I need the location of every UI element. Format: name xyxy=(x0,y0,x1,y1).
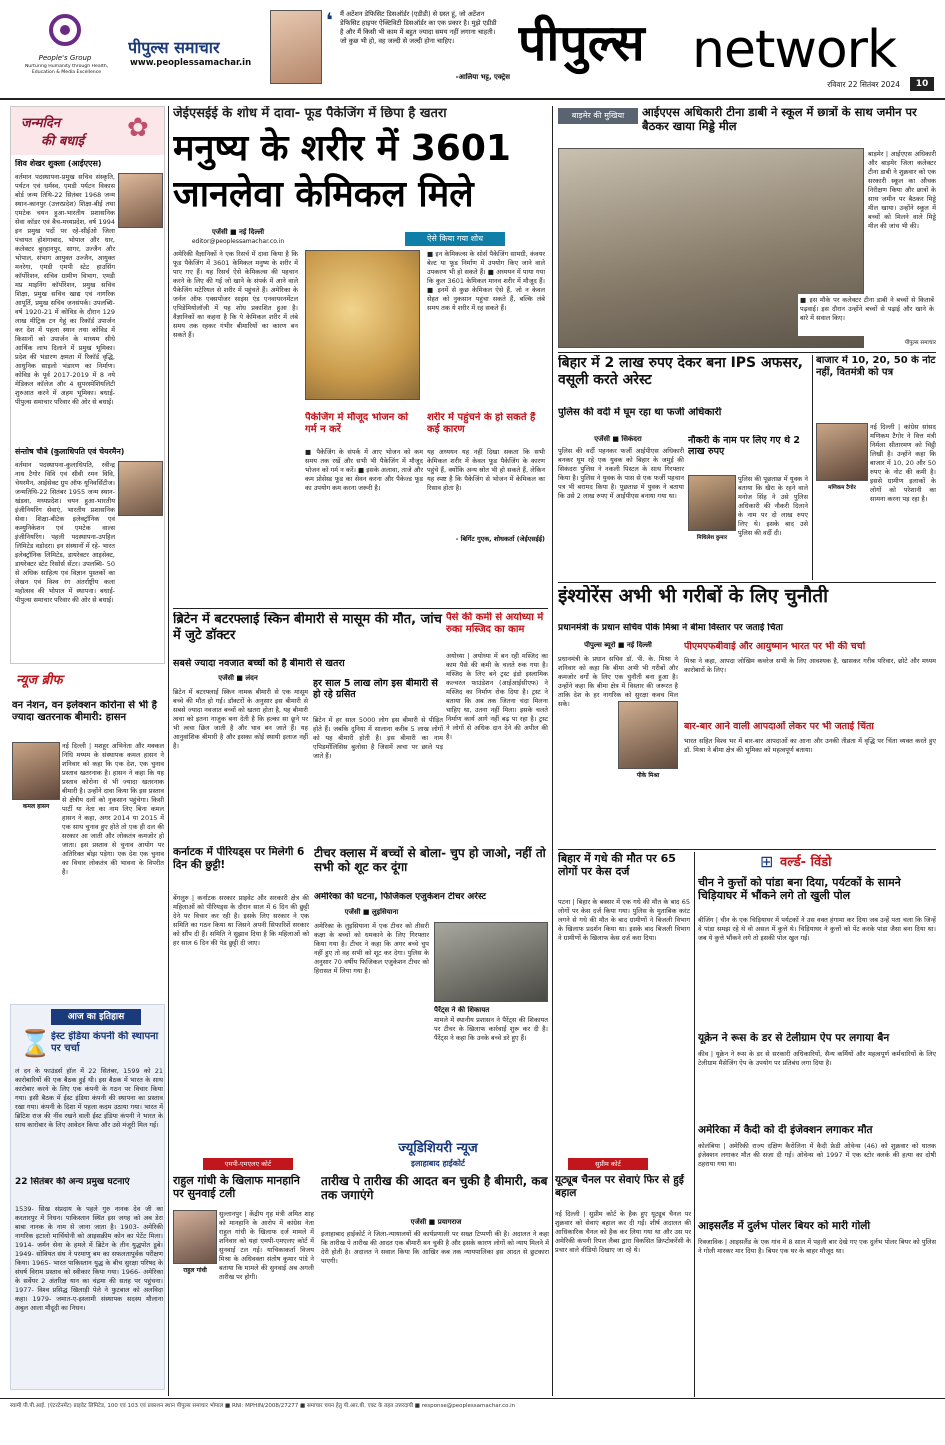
lead-email[interactable]: editor@peoplessamachar.co.in xyxy=(191,238,285,245)
birthday-label-bottom: की बधाई xyxy=(41,134,85,149)
world-label: वर्ल्ड- विंडो xyxy=(780,855,832,870)
birthday-person1-text: वर्तमान पदस्थापना-प्रमुख सचिव संस्कृति, पर्यटन एवं धर्मस्व, एमडी पर्यटन विकास बोर्ड जन्म तिथि-22 सितंबर 1968 जन्म स्थान-कानपुर (उत्तरप्रदेश) शिक्षा-बीई तथा एमटेक चयन हुआ-भारतीय प्रशासनिक सेवा कॉडर एवं बैच-मध्यप्रदेश, वर्ष 1994 इन प्रमुख पदों पर रहे-सीईओ जिला पंचायत होशंगाबाद, भोपाल और धार, कलेक्टर बुरहानपुर, सागर, उज्जैन और भोपाल, संभाग आयुक्त उज्जैन, आयुक्त मनरेगा, एमडी एमपी स्टेट हाउसिंग कॉर्पोरेशन, सचिव ग्रामीण विभाग, एमडी मप्र माइनिंग कॉर्पोरेशन, प्रमुख सचिव शिक्षा, प्रमुख सचिव खाद्य एवं नागरिक आपूर्ति, प्रमुख सचिव जनसंपर्क। उपलब्धि-वर्ष 1920-21 में कोविड के दौरान 129 लाख मीट्रिक टन गेहूं का रिकॉर्ड उपार्जन कर देश में पहला स्थान तथा कोविड में किसानों को उपार्जन के माध्यम सीधे आर्थिक लाभ दिलाने में प्रमुख भूमिका। प्रदेश की भंडारण क्षमता में रिकॉर्ड वृद्धि, आधुनिक साइलो भंडारण का निर्माण। कोविड के पूर्व 2017-2019 में 8 नये मेडिकल कॉलेज और 4 सुपरस्पेशियलिटी शुरुआत करने में अहम भूमिका। बधाई-पीपुल्स समाचार परिवार की ओर से बधाई। xyxy=(15,173,115,406)
rahul-caption: राहुल गांधी xyxy=(183,1267,207,1274)
lead-story xyxy=(173,104,548,609)
teacher-photo xyxy=(434,922,548,1002)
butterfly-text: ब्रिटेन में बटरफ्लाई स्किन नामक बीमारी से एक मासूम बच्चे की मौत हो गई। डॉक्टरों के अनुसार इस बीमारी से सबसे ज्यादा नवजात बच्चों को खतरा होता है, यह बीमारी त्वचा को इतना नाजुक बना देती है कि हल्का सा छूने पर भी त्वचा छिल जाती है और घाव बन जाते हैं। यह आनुवांशिक बीमारी है और इसका कोई स्थायी इलाज नहीं है। xyxy=(173,688,308,750)
mishra-photo xyxy=(618,701,678,769)
masthead-title-latin: network xyxy=(692,20,897,80)
barmer-headline: आईएएस अधिकारी टीना डाबी ने स्कूल में छात्रों के साथ जमीन पर बैठकर खाया मिड्डे मील xyxy=(642,106,917,133)
lead-sub2: शरीर में पहुंचने के हो सकते हैं कई कारण xyxy=(427,412,536,435)
ayodhya-text: अयोध्या | अयोध्या में बन रही मस्जिद का काम पैसे की कमी के चलते रुक गया है। मस्जिद के लिए बने ट्रस्ट इंडो इस्लामिक कल्चरल फाउंडेशन (आईआईसीएफ) ने मस्जिद का निर्माण रोक दिया है। ट्रस्ट ने बताया कि अब तक जितना चंदा मिलना चाहिए था, उतना नहीं मिला। इसके चलते निर्माण कार्य आगे नहीं बढ़ पा रहा है। ट्रस्ट ने लोगों से अधिक दान देने की अपील की है। xyxy=(446,652,548,741)
news-brief-section xyxy=(10,668,165,1004)
tareekh-byline: एजेंसी ■ प्रयागराज xyxy=(410,1218,462,1226)
karnataka-text: बेंगलुरु | कर्नाटक सरकार प्राइवेट और सरकारी क्षेत्र की महिलाओं को पीरियड्स के दौरान साल में 6 दिन की छुट्टी देने पर विचार कर रही है। इसके लिए सरकार ने एक समिति का गठन किया था जिसने अपनी सिफारिशें सरकार को सौंप दी हैं। समिति ने सुझाव दिया है कि महिलाओं को हर साल 6 दिन की पेड छुट्टी दी जाए। xyxy=(173,894,309,947)
world-h2-text: कीव | यूक्रेन ने रूस के डर से सरकारी अधिकारियों, सैन्य कर्मियों और महत्वपूर्ण कर्मचारियों के लिए टेलीग्राम मैसेजिंग ऐप के उपयोग पर प्रतिबंध लगा दिया है। xyxy=(698,1050,936,1067)
peoples-group-logo xyxy=(40,10,90,52)
group-tagline: Nurturing Humanity through Health, Education & Media Excellence xyxy=(24,64,109,75)
lead-headline: मनुष्य के शरीर में 3601 जानलेवा केमिकल मिले xyxy=(173,128,511,215)
quote-mark-icon: ❛ xyxy=(326,8,333,32)
mp-mla-court-label: एमपी-एमएलए कोर्ट xyxy=(203,1158,293,1170)
bihar-ips-box-text: पुलिस की पूछताछ में युवक ने बताया कि खैरा के रहने वाले मनोज सिंह ने उसे पुलिस अधिकारी की नौकरी दिलाने के नाम पर दो लाख रुपए लिए थे। इसके बाद उसे पुलिस की वर्दी दी। xyxy=(738,475,808,537)
market-text: नई दिल्ली | कांग्रेस सांसद मणिकम टैगोर ने वित्त मंत्री निर्मला सीतारमण को चिट्ठी लिखी है। उन्होंने कहा कि बाजार में 10, 20 और 50 रुपए के नोट की कमी है। इससे ग्रामीण इलाकों के लोगों को परेशानी का सामना करना पड़ रहा है। xyxy=(870,423,936,503)
news-brief-headline: वन नेशन, वन इलेक्शन कोरोना से भी है ज्यादा खतरनाक बीमारी: हासन xyxy=(12,700,157,723)
tagore-photo xyxy=(816,423,868,481)
bihar-ips-text: पुलिस की वर्दी पहनकर फर्जी आईपीएस अधिकारी बनकर घूम रहे एक युवक को बिहार के जमुई की सिकंदरा पुलिस ने नकली पिस्टल के साथ गिरफ्तार किया है। पुलिस ने युवक के पास से एक फर्जी पहचान पत्र भी बरामद किया है। पूछताछ में युवक ने बताया कि उसे 2 लाख रुपए में आईपीएस बनाया गया था। xyxy=(558,447,684,500)
masthead-title-hindi: पीपुल्स xyxy=(518,14,645,72)
world-h1-text: बीजिंग | चीन के एक चिड़ियाघर में पर्यटकों ने उस वक्त हंगामा कर दिया जब उन्हें पता चला कि जिन्हें वे पांडा समझ रहे थे वो असल में कुत्ते थे। चिड़ियाघर ने कुत्तों को पेंट करके पांडा जैसा बना दिया था। जब ये कुत्ते भौंकने लगे तो इसकी पोल खुल गई। xyxy=(698,916,936,942)
chips-photo xyxy=(305,250,420,400)
world-h4: आइसलैंड में दुर्लभ पोलर बियर को मारी गोली xyxy=(698,1220,871,1232)
teacher-story xyxy=(314,846,548,1146)
hourglass-icon: ⌛ xyxy=(19,1029,52,1059)
barmer-label: बाड़मेर की मुखिया xyxy=(558,108,638,124)
world-window xyxy=(698,852,936,1392)
tareekh-headline: तारीख पे तारीख की आदत बन चुकी है बीमारी, कब तक जगाएंगे xyxy=(321,1174,548,1203)
website-link[interactable]: www.peoplessamachar.in xyxy=(130,58,252,68)
ayodhya-story xyxy=(446,612,548,842)
karnataka-story xyxy=(173,846,309,1046)
butterfly-text2: ब्रिटेन में हर साल 5000 लोग इस बीमारी से पीड़ित होते हैं। जबकि दुनिया में सालाना करीब 5 लाख लोगों को यह बीमारी होती है। इस बीमारी का नाम एपिडर्मोलिसिस बुलोसा है जिसमें त्वचा पर छाले पड़ जाते हैं। xyxy=(313,716,443,760)
brand-small: पीपुल्स समाचार xyxy=(128,38,220,57)
cake-icon: ✿ xyxy=(127,113,149,143)
hassan-caption: कमल हासन xyxy=(22,803,50,810)
quote-author: -आलिया भट्ट, एक्ट्रेस xyxy=(455,73,510,81)
youtube-headline: यूट्यूब चैनल पर सेवाएं फिर से हुईं बहाल xyxy=(555,1174,684,1199)
teacher-caption: पैरेंट्स ने की शिकायत xyxy=(434,1006,490,1014)
donkey-story xyxy=(558,852,690,1132)
birthday-person2-text: वर्तमान पदस्थापना-कुलाधिपति, रवीन्द्र नाथ टैगोर विवि एवं सीवी रमन विवि, चेयरमैन, आईसेक्ट ग्रुप ऑफ यूनिवर्सिटीज। जन्मतिथि-22 सितंबर 1955 जन्म स्थान- खंडवा, मध्यप्रदेश। चयन हुआ-भारतीय इंजीनियरिंग सेवाएं, भारतीय प्रशासनिक सेवा। शिक्षा-बीटेक इलेक्ट्रॉनिक एवं कम्युनिकेशन एवं एमटेक वाल्स इंजीनियरिंग। पहली पदस्थापना-उपहिल लिमिटेड वडोदरा। इन संस्थानों में रहे- भारत इलेक्ट्रॉनिक लिमिटेड, डायरेक्टर आइसेक्ट, डायरेक्टर स्टेट रिसोर्स सेंटर। उपलब्धि- 50 से अधिक साहित्य एवं विज्ञान पुस्तकों का लेखन एवं विश्व रंग अंतर्राष्ट्रीय कला महोत्सव की भोपाल में स्थापना। बधाई- पीपुल्स समाचार परिवार की ओर से बधाई। xyxy=(15,461,115,604)
group-name: People's Group xyxy=(38,54,92,62)
butterfly-sub2: हर साल 5 लाख लोग इस बीमारी से हो रहे ग्रसित xyxy=(313,678,438,701)
barmer-credit: पीपुल्स समाचार xyxy=(904,340,936,346)
barmer-story xyxy=(558,104,936,349)
butterfly-headline: ब्रिटेन में बटरफ्लाई स्किन बीमारी से मासूम की मौत, जांच में जुटे डॉक्टर xyxy=(173,612,442,643)
barmer-text: बाड़मेर | आईएएस अधिकारी और बाड़मेर जिला कलेक्टर टीना डाबी ने शुक्रवार को एक सरकारी स्कूल का औचक निरीक्षण किया और छात्रों के साथ जमीन पर बैठकर मिड्डे मील खाया। उन्होंने स्कूल में बच्चों को मिलने वाले मिड्डे मील की जांच भी की। xyxy=(868,150,936,230)
world-h3-text: कोलंबिया | अमेरिकी राज्य दक्षिण कैरोलिना में कैदी फ्रेडी ओवेन्स (46) को शुक्रवार को घातक इंजेक्शन लगाकर मौत की सजा दी गई। ओवेन्स को 1997 में एक स्टोर क्लर्क की हत्या का दोषी ठहराया गया था। xyxy=(698,1142,936,1168)
world-h2: यूक्रेन ने रूस के डर से टेलीग्राम ऐप पर लगाया बैन xyxy=(698,1032,890,1044)
insurance-sub1-text: मिश्रा ने कहा, आपदा जोखिम कवरेज सभी के लिए आवश्यक है, खासकर गरीब परिवार, छोटे और मध्यम कारोबारों के लिए। xyxy=(684,657,936,674)
market-headline: बाजार में 10, 20, 50 के नोट नहीं, वितमंत्री को पत्र xyxy=(816,355,936,378)
history-text: लं दन के फाउंडर्स हॉल में 22 सितंबर, 1599 को 21 कारोबारियों की एक बैठक हुई थी। इस बैठक में भारत के साथ कारोबार करने के लिए एक कंपनी के गठन पर विचार किया गया। इसी बैठक में ईस्ट इंडिया कंपनी की स्थापना का प्रस्ताव रखा गया। कंपनी के दिशा में पहला कदम उठाया गया। भारत में ब्रिटिश राज की नींव रखने वाली ईस्ट इंडिया कंपनी ने भारत के साथ कारोबार के लिए आवेदन किया और उसे मंजूरी मिल गई। xyxy=(15,1067,163,1129)
mithilesh-photo xyxy=(688,475,736,531)
history-section xyxy=(10,1004,165,1390)
insurance-sub2-text: भारत सहित विश्व भर में बार-बार आपदाओं का आना और उनकी तीव्रता में वृद्धि पर चिंता व्यक्त करते हुए डॉ. मिश्रा ने बीमा क्षेत्र की भूमिका को महत्वपूर्ण बताया। xyxy=(684,737,936,754)
birthday-header xyxy=(11,107,165,155)
teacher-headline: टीचर क्लास में बच्चों से बोला- चुप हो जाओ, नहीं तो सभी को शूट कर दूंगा xyxy=(314,846,546,875)
history-headline: ईस्ट इंडिया कंपनी की स्थापना पर चर्चा xyxy=(51,1031,159,1054)
supreme-court-label: सुप्रीम कोर्ट xyxy=(568,1158,648,1170)
world-h3: अमेरिका में कैदी को दी इंजेक्शन लगाकर मौत xyxy=(698,1124,873,1136)
insurance-text: प्रधानमंत्री के प्रधान सचिव डॉ. पी. के. मिश्रा ने शनिवार को कहा कि बीमा अभी भी गरीबों और कमजोर वर्गों के लिए एक चुनौती बना हुआ है। उन्होंने कहा कि बीमा क्षेत्र में विस्तार की जरूरत है ताकि देश के हर नागरिक को सुरक्षा कवच मिल सके। xyxy=(558,655,678,708)
bihar-ips-story xyxy=(558,355,808,580)
bihar-ips-box-head: नौकरी के नाम पर लिए गए थे 2 लाख रुपए xyxy=(688,435,800,458)
quote-text: मैं अटेंशन डेफिसिट डिसऑर्डर (एडीडी) से ग्रस्त हूं, जो अटेंशन डेफिसिट हाइपर ऐक्टिविटी डिसऑर्डर का एक प्रकार है। मुझे एडीडी है और मैं किसी भी काम में बहुत ज्यादा समय नहीं लगाना चाहती। जो कुछ भी हो, वह जल्दी से जल्दी होना चाहिए। xyxy=(340,10,497,45)
karnataka-headline: कर्नाटक में पीरियड्स पर मिलेगी 6 दिन की छुट्टी! xyxy=(173,846,305,871)
rahul-text: सुल्तानपुर | केंद्रीय गृह मंत्री अमित शाह को मानहानि के आरोप में कांग्रेस नेता राहुल गांधी के खिलाफ दर्ज मामले में शनिवार को यहां एमपी-एमएलए कोर्ट में सुनवाई टल गई। याचिकाकर्ता विजय मिश्रा के अधिवक्ता संतोष कुमार पांडे ने बताया कि मामले की सुनवाई अब अगली तारीख पर होगी। xyxy=(219,1210,314,1281)
date-line: रविवार 22 सितंबर 2024 xyxy=(827,80,900,89)
lead-sub2-text: यह अध्ययन यह नहीं दिखा सकता कि सभी केमिकल शरीर में केवल फूड पैकेजिंग के कारण पहुंचे हैं, क्योंकि अन्य स्रोत भी हो सकते हैं, लेकिन यह स्पष्ट है कि पैकेजिंग से भोजन में केमिकल का रिसाव होता है। xyxy=(427,448,545,492)
teacher-byline: एजेंसी ■ लुइसियाना xyxy=(344,908,399,916)
news-brief-text: नई दिल्ली | मशहूर अभिनेता और मक्कल निधि मय्यम के संस्थापक कमल हासन ने शनिवार को कहा कि एक देश, एक चुनाव प्रस्ताव खतरनाक है। हासन ने कहा कि यह प्रस्ताव कोरोना से भी ज्यादा खतरनाक बीमारी है। उन्होंने दावा किया कि इस प्रस्ताव से क्षेत्रीय दलों को नुकसान पहुंचेगा। किसी पार्टी या नेता का नाम लिए बिना कमल हासन ने कहा, अगर 2014 या 2015 में एक साथ चुनाव हुए होते तो एक ही दल की सरकार आ जाती और लोकतंत्र कमजोर हो जाता। इस प्रस्ताव से चुनाव आयोग पर अतिरिक्त बोझ पड़ेगा। एक देश एक चुनाव का विचार लोकतंत्र की भावना के विपरीत है। xyxy=(62,742,164,876)
research-label: ऐसे किया गया शोध xyxy=(405,232,505,246)
history-label: आज का इतिहास xyxy=(51,1009,141,1025)
market-story xyxy=(816,355,936,580)
teacher-caption-text: मामले में स्थानीय प्रशासन ने पैरेंट्स की शिकायत पर टीचर के खिलाफ कार्रवाई शुरू कर दी है। पैरेंट्स ने कहा कि उनके बच्चे डरे हुए हैं। xyxy=(434,1016,548,1042)
bihar-ips-byline: एजेंसी ■ सिकंदरा xyxy=(594,435,642,443)
lead-kicker: जेईएसईई के शोध में दावा- फूड पैकेजिंग में छिपा है खतरा xyxy=(173,106,447,121)
rahul-headline: राहुल गांधी के खिलाफ मानहानि पर सुनवाई टली xyxy=(173,1174,300,1201)
insurance-headline: इंश्योरेंस अभी भी गरीबों के लिए चुनौती xyxy=(558,585,829,607)
birthday-section xyxy=(10,106,165,664)
bihar-ips-sub: पुलिस की वर्दी में घूम रहा था फर्जी अधिकारी xyxy=(558,407,722,418)
teacher-sub: अमेरिका की घटना, फिजिकल एजुकेशन टीचर अरेस्ट xyxy=(314,892,486,902)
world-h1: चीन ने कुत्तों को पांडा बना दिया, पर्यटकों के सामने चिड़ियाघर में भौंकने लगे तो खुली पोल xyxy=(698,876,901,903)
history-other-title: 22 सितंबर की अन्य प्रमुख घटनाएं xyxy=(15,1177,130,1187)
quote-photo xyxy=(270,10,322,84)
logo-ring-icon xyxy=(40,10,90,52)
birthday-label-top: जन्मदिन xyxy=(21,116,61,131)
butterfly-byline: एजेंसी ■ लंदन xyxy=(218,674,258,682)
rahul-photo xyxy=(173,1210,217,1264)
masthead xyxy=(0,0,945,100)
judiciary-label: ज्यूडिशियरी न्यूज xyxy=(398,1141,478,1156)
history-events: 1539- सिख संप्रदाय के पहले गुरु नानक देव जी का करतारपुर में निधन। पाकिस्तान स्थित इस जगह को अब डेरा बाबा नानक के नाम से जाना जाता है। 1903- अमेरिकी नागरिक इटालो मार्चियोनी को आइसक्रीम कोन का पेटेंट मिला। 1914- जर्मन सेना के हमले में ब्रिटेन के तीन युद्धपोत डूबे। 1949- सोवियत संघ ने परमाणु बम का सफलतापूर्वक परीक्षण किया। 1965- भारत पाकिस्तान युद्ध के बीच सुरक्षा परिषद के संघर्ष विराम प्रस्ताव को स्वीकार किया गया। 1966- अमेरिका के सर्वेयर 2 अंतरिक्ष यान का चंद्रमा की सतह पर पहुंचना। 1977- विश्व प्रसिद्ध खिलाड़ी पेले ने फुटबाल को अलविदा कहा। 1979- जमात-ए-इस्लामी संस्थापक सदस्य मौलाना अबुल आला मौदूदी का निधन। xyxy=(15,1205,163,1312)
teacher-text: अमेरिका के लुइसियाना में एक टीचर को तीसरी कक्षा के बच्चों को धमकाने के लिए गिरफ्तार किया गया है। टीचर ने कहा कि अगर बच्चे चुप नहीं हुए तो वह सभी को शूट कर देगा। पुलिस के अनुसार 70 वर्षीय फिजिकल एजुकेशन टीचर को हिरासत में लिया गया है। xyxy=(314,922,429,975)
lead-sub2-author: - बिर्गिट गुएक, शोधकर्ता (जेईएसईई) xyxy=(455,535,545,543)
lead-points: ■ इन केमिकल्स के सोर्स पैकेजिंग सामग्री, कंवयर बेल्ट या फूड निर्माण में उपयोग किए जाने वाले उपकरण भी हो सकते हैं। ■ अध्ययन में पाया गया कि कुल 3601 केमिकल मानव शरीर में मौजूद हैं। ■ इनमें से कुछ केमिकल ऐसे हैं, जो न केवल सेहत को नुकसान पहुंचा सकते हैं, बल्कि लंबे समय तक ये शरीर में रह सकते हैं। xyxy=(427,250,545,312)
lead-byline: एजेंसी ■ नई दिल्ली xyxy=(211,228,265,236)
insurance-story xyxy=(558,585,936,847)
lead-text: अमेरिकी वैज्ञानिकों ने एक रिसर्च में दावा किया है कि फूड पैकेजिंग में 3601 केमिकल मनुष्य के शरीर में पाए गए हैं। यह रिसर्च ऐसे केमिकल्स की पहचान करने के लिए की गई जो खाने के संपर्क में आने वाले पैकेजिंग मटेरियल से शरीर में पहुंचते हैं। अमेरिका के जर्नल ऑफ एक्सपोजर साइंस एंड एनवायरनमेंटल एपिडेमियोलॉजी में यह शोध प्रकाशित हुआ है। वैज्ञानिकों का कहना है कि ये केमिकल शरीर में लंबे समय तक रहकर गंभीर बीमारियों का कारण बन सकते हैं। xyxy=(173,250,298,339)
news-brief-label: न्यूज ब्रीफ xyxy=(16,673,63,688)
barmer-note: ■ इस मौके पर कलेक्टर टीना डाबी ने बच्चों से किताबें पढ़वाई। इस दौरान उन्होंने बच्चों से पढ़ाई और खाने के बारे में सवाल किए। xyxy=(798,294,936,336)
globe-icon: ⊞ xyxy=(760,852,774,871)
footer-imprint: स्वामी पी.पी.आई. (एंटरटेनमेंट) प्राइवेट लिमिटेड, 100 एवं 103 एवं प्रकाशन स्थान पीपुल्स समाचार भोपाल ■ RNI: MPHIN/2008/27277 ■ समाचार चयन हेतु पी.आर.बी. एक्ट के तहत उत्तरदायी ■ response@peoplessamachar.co.in xyxy=(10,1403,516,1409)
tareekh-text: इलाहाबाद हाईकोर्ट ने जिला-न्यायालयों की कार्यप्रणाली पर सख्त टिप्पणी की है। अदालत ने कहा कि तारीख पे तारीख की आदत एक बीमारी बन चुकी है और इसके कारण लोगों को न्याय मिलने में देरी होती है। अदालत ने सवाल किया कि आखिर कब तक न्यायपालिका इस आदत से छुटकारा पाएगी। xyxy=(321,1230,549,1265)
insurance-byline: पीपुल्स ब्यूरो ■ नई दिल्ली xyxy=(584,641,652,649)
mishra-caption: पीके मिश्रा xyxy=(618,771,678,779)
butterfly-story xyxy=(173,612,443,842)
insurance-sub2: बार-बार आने वाली आपदाओं लेकर पर भी जताई चिंता xyxy=(684,721,874,732)
donkey-headline: बिहार में गधे की मौत पर 65 लोगों पर केस दर्ज xyxy=(558,852,676,879)
ayodhya-headline: पैसे की कमी से अयोध्या में रुका मस्जिद का काम xyxy=(446,612,544,635)
bihar-ips-headline: बिहार में 2 लाख रुपए देकर बना IPS अफसर, वसूली करते अरेस्ट xyxy=(558,355,803,388)
world-h4-text: रिक्जाविक | आइसलैंड के एक गांव में 8 साल में पहली बार देखे गए एक दुर्लभ पोलर बियर को पुलिस ने गोली मारकर मार दिया है। बियर एक घर के बाहर मौजूद था। xyxy=(698,1238,936,1255)
judiciary-section xyxy=(173,1136,693,1390)
youtube-text: नई दिल्ली | सुप्रीम कोर्ट के हैक हुए यूट्यूब चैनल पर शुक्रवार को सेवाएं बहाल कर दी गईं। शीर्ष अदालत की आधिकारिक चैनल को हैक कर लिया गया था और उस पर अमेरिकी कंपनी रिपल लैब्स द्वारा विकसित क्रिप्टोकरेंसी के प्रचार वाले वीडियो दिखाए जा रहे थे। xyxy=(555,1210,691,1254)
hassan-photo xyxy=(12,742,60,800)
birthday-person1-name: शिव शेखर शुक्ला (आईएएस) xyxy=(15,159,102,168)
insurance-sub1: पीएमएफबीवाई और आयुष्मान भारत पर भी की चर्चा xyxy=(684,641,866,652)
lead-sub1-text: ■ पैकेजिंग के संपर्क में आए भोजन को कम समय तक रखें और सभी भी पैकेजिंग में मौजूद भोजन को गर्म न करें। ■ इसके अलावा, ताजे और कम प्रोसेस्ड फूड का सेवन करना और पैकेज्ड फूड का उपयोग कम करना जरूरी है। xyxy=(305,448,423,492)
lead-sub1: पैकेजिंग में मौजूद भोजन को गर्म न करें xyxy=(305,412,409,435)
donkey-text: पटना | बिहार के बक्सर में एक गधे की मौत के बाद 65 लोगों पर केस दर्ज किया गया। पुलिस के मुताबिक करंट लगने से गधे की मौत के बाद ग्रामीणों ने बिजली विभाग के खिलाफ प्रदर्शन किया था। इसके बाद बिजली विभाग ने ग्रामीणों के खिलाफ केस दर्ज करा दिया। xyxy=(558,898,690,942)
page-number: 10 xyxy=(910,77,934,91)
insurance-sub: प्रधानमंत्री के प्रधान सचिव पीके मिश्रा ने बीमा विस्तार पर जताई चिंता xyxy=(558,623,783,633)
birthday-person2-name: संन्तोष चौबे (कुलाधिपति एवं चेयरमैन) xyxy=(15,447,125,456)
tagore-caption: मणिकम टैगोर xyxy=(828,485,856,491)
judiciary-sub-label: इलाहाबाद हाईकोर्ट xyxy=(411,1159,465,1168)
butterfly-sub: सबसे ज्यादा नवजात बच्चों को है बीमारी से खतरा xyxy=(173,658,345,669)
mithilesh-caption: मिथिलेश कुमार xyxy=(696,535,728,541)
